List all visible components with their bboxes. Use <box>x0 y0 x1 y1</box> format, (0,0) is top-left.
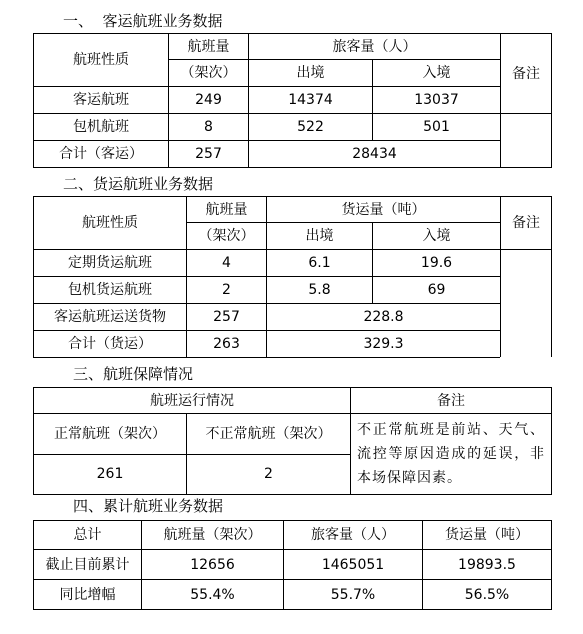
cell-flights: 8 <box>169 114 249 141</box>
passenger-flights-table <box>33 33 552 168</box>
cell-passengers: 1465051 <box>284 550 423 580</box>
abnormal-count: 2 <box>187 454 351 495</box>
col-header-remark: 备注 <box>501 197 552 250</box>
col-header-flight-nature: 航班性质 <box>34 34 169 87</box>
cell-outbound: 6.1 <box>267 250 373 277</box>
col-header-cargo: 货运量（吨） <box>423 521 552 550</box>
cargo-flights-table <box>33 196 552 358</box>
section3-heading: 三、航班保障情况 <box>73 365 194 383</box>
col-header-remark: 备注 <box>501 34 552 114</box>
row-label: 包机航班 <box>34 114 169 141</box>
cell-flights: 4 <box>187 250 267 277</box>
pax-cargo-flights: 257 <box>187 304 267 331</box>
remark-cell <box>501 114 552 168</box>
col-header-flights-unit: （架次） <box>187 223 267 250</box>
cell-inbound: 13037 <box>373 87 501 114</box>
col-header-normal: 正常航班（架次） <box>34 414 187 455</box>
col-header-outbound: 出境 <box>267 223 373 250</box>
col-header-flights: 航班量 <box>169 34 249 60</box>
row-label: 定期货运航班 <box>34 250 187 277</box>
pax-cargo-tonnage: 228.8 <box>267 304 501 331</box>
total-passengers: 28434 <box>249 141 501 168</box>
section4-heading: 四、累计航班业务数据 <box>73 497 224 515</box>
col-header-remark: 备注 <box>351 388 552 414</box>
col-header-passengers: 旅客量（人） <box>249 34 501 60</box>
section1-heading: 一、 客运航班业务数据 <box>63 12 223 30</box>
col-header-passengers: 旅客量（人） <box>284 521 423 550</box>
cell-outbound: 522 <box>249 114 373 141</box>
col-header-operation: 航班运行情况 <box>34 388 351 414</box>
row-label: 同比增幅 <box>34 580 142 610</box>
cell-outbound: 5.8 <box>267 277 373 304</box>
col-header-flights: 航班量 <box>187 197 267 223</box>
row-label: 包机货运航班 <box>34 277 187 304</box>
pax-cargo-label: 客运航班运送货物 <box>34 304 187 331</box>
normal-count: 261 <box>34 454 187 495</box>
cell-flights: 12656 <box>142 550 284 580</box>
cell-flights: 55.4% <box>142 580 284 610</box>
cell-cargo: 56.5% <box>423 580 552 610</box>
col-header-cargo: 货运量（吨） <box>267 197 501 223</box>
cell-flights: 2 <box>187 277 267 304</box>
row-label: 截止目前累计 <box>34 550 142 580</box>
remark-note: 不正常航班是前站、天气、流控等原因造成的延误，非本场保障因素。 <box>351 414 552 495</box>
cell-passengers: 55.7% <box>284 580 423 610</box>
flight-support-table <box>33 387 552 495</box>
remark-cell <box>501 250 552 358</box>
cell-inbound: 69 <box>373 277 501 304</box>
total-cargo: 329.3 <box>267 331 501 358</box>
col-header-flights: 航班量（架次） <box>142 521 284 550</box>
col-header-inbound: 入境 <box>373 223 501 250</box>
cell-inbound: 19.6 <box>373 250 501 277</box>
section2-heading: 二、货运航班业务数据 <box>63 175 214 193</box>
total-flights: 263 <box>187 331 267 358</box>
col-header-total: 总计 <box>34 521 142 550</box>
total-label: 合计（货运） <box>34 331 187 358</box>
cell-inbound: 501 <box>373 114 501 141</box>
col-header-outbound: 出境 <box>249 60 373 87</box>
col-header-inbound: 入境 <box>373 60 501 87</box>
row-label: 客运航班 <box>34 87 169 114</box>
cell-outbound: 14374 <box>249 87 373 114</box>
col-header-abnormal: 不正常航班（架次） <box>187 414 351 455</box>
col-header-flights-unit: （架次） <box>169 60 249 87</box>
total-label: 合计（客运） <box>34 141 169 168</box>
col-header-flight-nature: 航班性质 <box>34 197 187 250</box>
total-flights: 257 <box>169 141 249 168</box>
cell-cargo: 19893.5 <box>423 550 552 580</box>
cell-flights: 249 <box>169 87 249 114</box>
cumulative-table <box>33 520 552 610</box>
